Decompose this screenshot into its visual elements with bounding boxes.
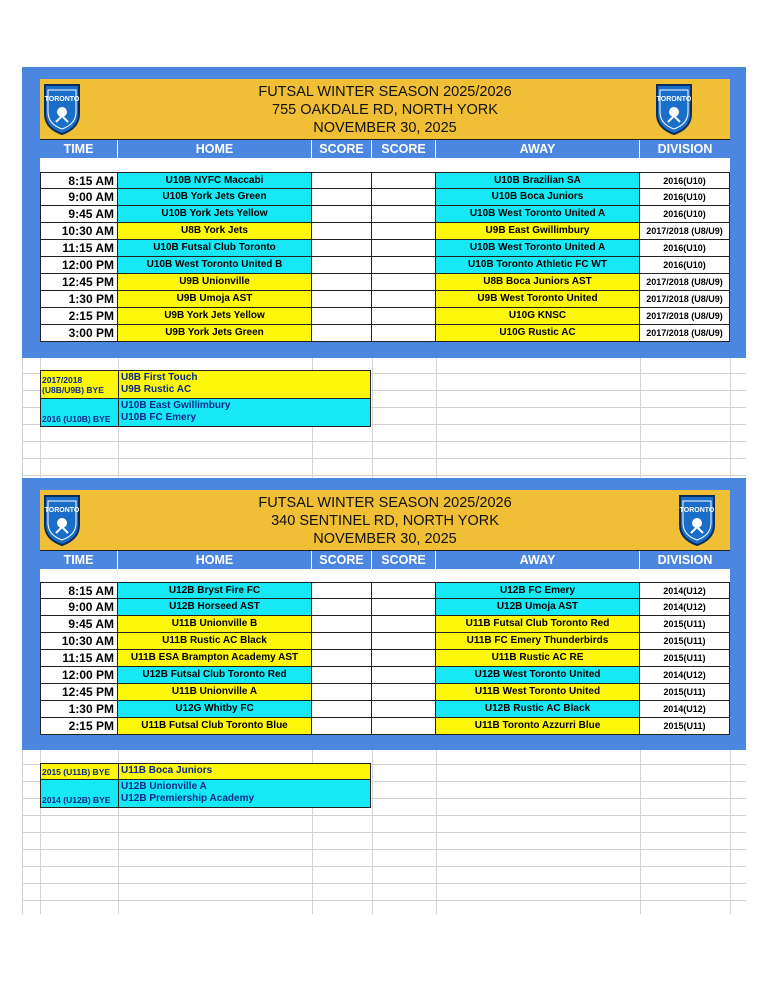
col-time: TIME (40, 551, 118, 569)
game-time: 12:00 PM (40, 667, 118, 683)
away-score (372, 684, 436, 700)
home-team: U9B Unionville (118, 274, 312, 290)
game-time: 2:15 PM (40, 308, 118, 324)
game-row (40, 633, 730, 650)
col-division: DIVISION (657, 142, 713, 156)
home-score (312, 650, 372, 666)
bye-row: 2014 (U12B) BYE U12B Unionville A U12B Premiership Academy (41, 780, 370, 807)
division: 2014(U12) (640, 599, 730, 615)
game-time: 8:15 AM (40, 173, 118, 188)
home-score (312, 223, 372, 239)
home-team: U11B Unionville B (118, 616, 312, 632)
toronto-logo-icon (42, 82, 82, 136)
svg-text:TORONTO: TORONTO (679, 507, 715, 514)
bye-row: 2016 (U10B) BYE U10B East Gwillimbury U10B FC Emery (41, 399, 370, 426)
away-score (372, 325, 436, 341)
game-time: 3:00 PM (40, 325, 118, 341)
game-row (40, 189, 730, 206)
home-team: U11B Rustic AC Black (118, 633, 312, 649)
away-score (372, 616, 436, 632)
home-score (312, 291, 372, 307)
home-score (312, 189, 372, 205)
toronto-logo-icon (42, 493, 82, 547)
section2-games-table (40, 582, 730, 735)
col-score-home: SCORE (312, 140, 372, 158)
home-team: U12B Futsal Club Toronto Red (118, 667, 312, 683)
svg-text:TORONTO: TORONTO (44, 507, 80, 514)
game-time: 9:00 AM (40, 189, 118, 205)
game-row (40, 206, 730, 223)
division: 2015(U11) (640, 684, 730, 700)
away-team: U10G Rustic AC (436, 325, 640, 341)
game-row (40, 274, 730, 291)
home-score (312, 274, 372, 290)
toronto-logo-icon (677, 493, 717, 547)
game-row (40, 684, 730, 701)
away-team: U9B West Toronto United (436, 291, 640, 307)
game-time: 11:15 AM (40, 240, 118, 256)
away-score (372, 583, 436, 598)
away-score (372, 291, 436, 307)
game-row (40, 599, 730, 616)
away-team: U9B East Gwillimbury (436, 223, 640, 239)
game-row (40, 616, 730, 633)
game-time: 9:00 AM (40, 599, 118, 615)
away-score (372, 257, 436, 273)
section2-date: NOVEMBER 30, 2025 (313, 531, 457, 547)
col-away: AWAY (436, 140, 640, 158)
game-row (40, 650, 730, 667)
division: 2015(U11) (640, 633, 730, 649)
home-score (312, 599, 372, 615)
home-team: U12G Whitby FC (118, 701, 312, 717)
section2-title: FUTSAL WINTER SEASON 2025/2026 (258, 495, 512, 511)
away-team: U12B FC Emery (436, 583, 640, 598)
home-score (312, 257, 372, 273)
division: 2016(U10) (640, 257, 730, 273)
game-time: 12:45 PM (40, 274, 118, 290)
col-score-away: SCORE (372, 551, 436, 569)
section2-venue: 340 SENTINEL RD, NORTH YORK (271, 513, 499, 529)
division: 2017/2018 (U8/U9) (640, 308, 730, 324)
svg-text:TORONTO: TORONTO (656, 96, 692, 103)
home-team: U10B NYFC Maccabi (118, 173, 312, 188)
home-score (312, 701, 372, 717)
away-score (372, 650, 436, 666)
game-row (40, 308, 730, 325)
away-team: U12B Umoja AST (436, 599, 640, 615)
away-score (372, 223, 436, 239)
game-time: 1:30 PM (40, 291, 118, 307)
home-team: U11B Unionville A (118, 684, 312, 700)
away-score (372, 240, 436, 256)
col-score-away: SCORE (372, 140, 436, 158)
game-time: 1:30 PM (40, 701, 118, 717)
game-time: 9:45 AM (40, 206, 118, 222)
away-score (372, 633, 436, 649)
home-score (312, 667, 372, 683)
home-team: U12B Horseed AST (118, 599, 312, 615)
division: 2014(U12) (640, 667, 730, 683)
division: 2016(U10) (640, 206, 730, 222)
away-score (372, 701, 436, 717)
svg-text:TORONTO: TORONTO (44, 96, 80, 103)
division: 2015(U11) (640, 718, 730, 734)
division: 2017/2018 (U8/U9) (640, 325, 730, 341)
away-score (372, 189, 436, 205)
away-team: U12B Rustic AC Black (436, 701, 640, 717)
away-team: U11B West Toronto United (436, 684, 640, 700)
division: 2015(U11) (640, 650, 730, 666)
game-row (40, 223, 730, 240)
section1-byes (40, 370, 371, 427)
division: 2017/2018 (U8/U9) (640, 274, 730, 290)
home-team: U9B Umoja AST (118, 291, 312, 307)
away-score (372, 274, 436, 290)
home-score (312, 173, 372, 188)
game-time: 8:15 AM (40, 583, 118, 598)
division: 2016(U10) (640, 240, 730, 256)
away-team: U11B FC Emery Thunderbirds (436, 633, 640, 649)
away-score (372, 206, 436, 222)
game-row (40, 701, 730, 718)
away-score (372, 667, 436, 683)
away-score (372, 308, 436, 324)
home-team: U9B York Jets Yellow (118, 308, 312, 324)
away-team: U8B Boca Juniors AST (436, 274, 640, 290)
section2-header (40, 490, 730, 550)
away-team: U10B Boca Juniors (436, 189, 640, 205)
col-time: TIME (40, 140, 118, 158)
away-team: U10B Brazilian SA (436, 173, 640, 188)
game-time: 10:30 AM (40, 633, 118, 649)
division: 2017/2018 (U8/U9) (640, 291, 730, 307)
toronto-logo-icon (654, 82, 694, 136)
home-team: U9B York Jets Green (118, 325, 312, 341)
game-row (40, 325, 730, 342)
home-score (312, 684, 372, 700)
division: 2017/2018 (U8/U9) (640, 223, 730, 239)
section2-column-header (40, 550, 730, 570)
division: 2014(U12) (640, 583, 730, 598)
away-score (372, 599, 436, 615)
away-team: U11B Rustic AC RE (436, 650, 640, 666)
away-team: U12B West Toronto United (436, 667, 640, 683)
away-team: U10G KNSC (436, 308, 640, 324)
home-team: U10B Futsal Club Toronto (118, 240, 312, 256)
section1-games-table (40, 172, 730, 342)
section1-venue: 755 OAKDALE RD, NORTH YORK (272, 102, 498, 118)
col-away: AWAY (436, 551, 640, 569)
section1-title: FUTSAL WINTER SEASON 2025/2026 (258, 84, 512, 100)
home-score (312, 240, 372, 256)
game-time: 12:00 PM (40, 257, 118, 273)
section1-header (40, 79, 730, 139)
home-score (312, 633, 372, 649)
away-team: U11B Futsal Club Toronto Red (436, 616, 640, 632)
game-row (40, 582, 730, 599)
game-row (40, 172, 730, 189)
game-time: 2:15 PM (40, 718, 118, 734)
home-team: U8B York Jets (118, 223, 312, 239)
section1-date: NOVEMBER 30, 2025 (313, 120, 457, 136)
game-time: 12:45 PM (40, 684, 118, 700)
col-division: DIVISION (657, 553, 713, 567)
bye-row: 2017/2018 (U8B/U9B) BYE U8B First Touch U9B Rustic AC (41, 371, 370, 399)
game-row (40, 718, 730, 735)
home-team: U10B York Jets Green (118, 189, 312, 205)
section2-byes (40, 763, 371, 808)
division: 2016(U10) (640, 189, 730, 205)
division: 2016(U10) (640, 173, 730, 188)
section1-column-header (40, 139, 730, 159)
col-home: HOME (118, 551, 312, 569)
home-team: U10B West Toronto United B (118, 257, 312, 273)
away-team: U10B Toronto Athletic FC WT (436, 257, 640, 273)
game-row (40, 291, 730, 308)
away-team: U10B West Toronto United A (436, 206, 640, 222)
away-team: U10B West Toronto United A (436, 240, 640, 256)
spacer (40, 569, 730, 582)
home-team: U11B ESA Brampton Academy AST (118, 650, 312, 666)
col-score-home: SCORE (312, 551, 372, 569)
game-time: 9:45 AM (40, 616, 118, 632)
away-score (372, 718, 436, 734)
home-team: U12B Bryst Fire FC (118, 583, 312, 598)
col-home: HOME (118, 140, 312, 158)
game-row (40, 667, 730, 684)
home-team: U10B York Jets Yellow (118, 206, 312, 222)
home-score (312, 583, 372, 598)
division: 2015(U11) (640, 616, 730, 632)
home-score (312, 325, 372, 341)
game-time: 11:15 AM (40, 650, 118, 666)
game-time: 10:30 AM (40, 223, 118, 239)
home-score (312, 616, 372, 632)
game-row (40, 240, 730, 257)
spacer (40, 158, 730, 172)
away-score (372, 173, 436, 188)
home-score (312, 308, 372, 324)
division: 2014(U12) (640, 701, 730, 717)
home-score (312, 718, 372, 734)
home-team: U11B Futsal Club Toronto Blue (118, 718, 312, 734)
home-score (312, 206, 372, 222)
away-team: U11B Toronto Azzurri Blue (436, 718, 640, 734)
bye-row: 2015 (U11B) BYE U11B Boca Juniors (41, 764, 370, 780)
game-row (40, 257, 730, 274)
